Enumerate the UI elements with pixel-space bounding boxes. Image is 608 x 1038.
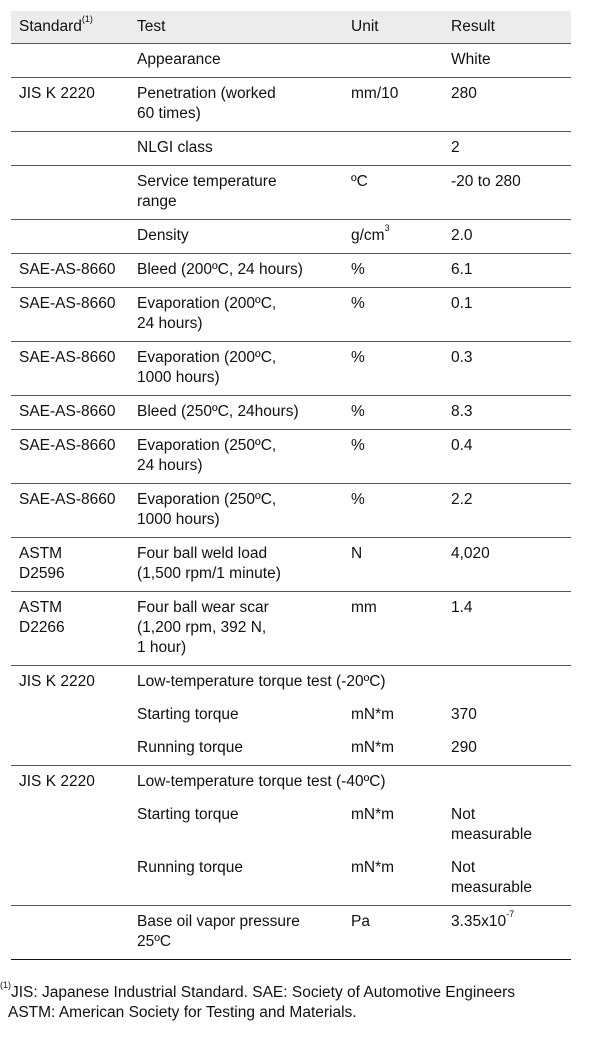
cell-result: 2 (443, 132, 571, 166)
cell-standard: SAE-AS-8660 (11, 396, 129, 430)
cell-result: 8.3 (443, 396, 571, 430)
cell-result: 2.0 (443, 220, 571, 254)
cell-standard: SAE-AS-8660 (11, 254, 129, 288)
header-unit: Unit (343, 11, 443, 44)
cell-test: Base oil vapor pressure 25ºC (129, 906, 343, 960)
table-row (11, 799, 571, 852)
table-row (11, 78, 571, 132)
cell-result: 0.4 (443, 430, 571, 484)
cell-unit: % (343, 430, 443, 484)
header-test: Test (129, 11, 343, 44)
table-row (11, 699, 571, 732)
result-exponent: -7 (506, 908, 515, 919)
table-row (11, 396, 571, 430)
cell-unit: % (343, 484, 443, 538)
properties-table (11, 11, 571, 960)
group-title: Low-temperature torque test (-40ºC) (137, 773, 386, 790)
cell-standard (11, 699, 129, 732)
table-row (11, 538, 571, 592)
cell-test: Evaporation (200ºC, 24 hours) (129, 288, 343, 342)
cell-standard: JIS K 2220 (19, 673, 95, 690)
table-row (11, 288, 571, 342)
table-row (11, 254, 571, 288)
cell-test: Density (129, 220, 343, 254)
group-header-row (11, 766, 571, 800)
cell-standard (11, 166, 129, 220)
group-header-row (11, 666, 571, 700)
cell-test: Bleed (250ºC, 24hours) (129, 396, 343, 430)
cell-result: Not measurable (443, 852, 571, 906)
table-row (11, 906, 571, 960)
header-standard-label: Standard (19, 18, 82, 35)
result-mantissa: 3.35x10 (451, 913, 507, 930)
footnote-line-2: ASTM: American Society for Testing and Materials. (8, 1004, 357, 1021)
properties-table-container (11, 11, 571, 960)
table-row (11, 592, 571, 666)
cell-standard: SAE-AS-8660 (11, 342, 129, 396)
cell-test: Evaporation (250ºC, 24 hours) (129, 430, 343, 484)
cell-test: Evaporation (200ºC, 1000 hours) (129, 342, 343, 396)
footnote (0, 979, 605, 1023)
cell-unit: ºC (343, 166, 443, 220)
cell-standard: ASTM D2596 (11, 538, 129, 592)
cell-result: 0.3 (443, 342, 571, 396)
cell-unit: % (343, 254, 443, 288)
table-row (11, 852, 571, 906)
header-row (11, 11, 571, 44)
cell-test: Running torque (129, 852, 343, 906)
table-header (11, 11, 571, 44)
table-row (11, 166, 571, 220)
cell-standard (11, 44, 129, 78)
cell-result (443, 906, 571, 960)
cell-standard: JIS K 2220 (11, 78, 129, 132)
table-row (11, 220, 571, 254)
cell-test: Bleed (200ºC, 24 hours) (129, 254, 343, 288)
cell-standard: SAE-AS-8660 (11, 430, 129, 484)
header-standard (11, 11, 129, 44)
cell-unit: mN*m (351, 806, 395, 823)
cell-test: NLGI class (129, 132, 343, 166)
cell-standard (11, 732, 129, 766)
cell-standard (11, 132, 129, 166)
table-row (11, 430, 571, 484)
cell-standard (11, 906, 129, 960)
cell-result: -20 to 280 (443, 166, 571, 220)
cell-standard: SAE-AS-8660 (11, 484, 129, 538)
header-standard-footnote-mark: (1) (81, 13, 93, 24)
cell-result: 370 (451, 706, 477, 723)
cell-test: Service temperature range (129, 166, 343, 220)
cell-standard: ASTM D2266 (11, 592, 129, 666)
table-body (11, 44, 571, 960)
table-row (11, 732, 571, 766)
cell-result: Not measurable (451, 806, 532, 843)
cell-result: 6.1 (443, 254, 571, 288)
cell-test: Evaporation (250ºC, 1000 hours) (129, 484, 343, 538)
cell-unit: N (343, 538, 443, 592)
cell-result: 2.2 (443, 484, 571, 538)
header-result: Result (443, 11, 571, 44)
cell-result: 1.4 (443, 592, 571, 666)
cell-unit (343, 220, 443, 254)
table-row (11, 132, 571, 166)
cell-result: 0.1 (443, 288, 571, 342)
unit-exponent: 3 (384, 222, 390, 233)
cell-unit (343, 132, 443, 166)
cell-test: Starting torque (137, 806, 239, 823)
cell-test: Four ball wear scar (1,200 rpm, 392 N, 1 hour) (129, 592, 343, 666)
table-row (11, 44, 571, 78)
cell-standard: JIS K 2220 (19, 773, 95, 790)
cell-test: Running torque (129, 732, 343, 766)
cell-standard (11, 852, 129, 906)
cell-unit: % (343, 288, 443, 342)
table-row (11, 342, 571, 396)
cell-unit: mm/10 (343, 78, 443, 132)
cell-result: 290 (443, 732, 571, 766)
cell-test: Four ball weld load (1,500 rpm/1 minute) (129, 538, 343, 592)
cell-unit: Pa (343, 906, 443, 960)
cell-result: White (443, 44, 571, 78)
cell-result: 280 (443, 78, 571, 132)
cell-unit (343, 44, 443, 78)
footnote-marker: (1) (0, 979, 11, 990)
cell-unit: mm (343, 592, 443, 666)
cell-standard (11, 220, 129, 254)
footnote-line-1: JIS: Japanese Industrial Standard. SAE: Society of Automotive Engineers (11, 984, 516, 1001)
cell-standard: SAE-AS-8660 (11, 288, 129, 342)
cell-unit: mN*m (343, 732, 443, 766)
cell-unit: % (343, 342, 443, 396)
cell-unit: mN*m (343, 852, 443, 906)
cell-unit: % (343, 396, 443, 430)
cell-test: Starting torque (137, 706, 239, 723)
cell-standard (11, 799, 129, 852)
cell-test: Appearance (129, 44, 343, 78)
unit-base: g/cm (351, 227, 385, 244)
cell-unit: mN*m (351, 706, 395, 723)
group-title: Low-temperature torque test (-20ºC) (137, 673, 386, 690)
table-row (11, 484, 571, 538)
cell-result: 4,020 (443, 538, 571, 592)
cell-test: Penetration (worked 60 times) (129, 78, 343, 132)
